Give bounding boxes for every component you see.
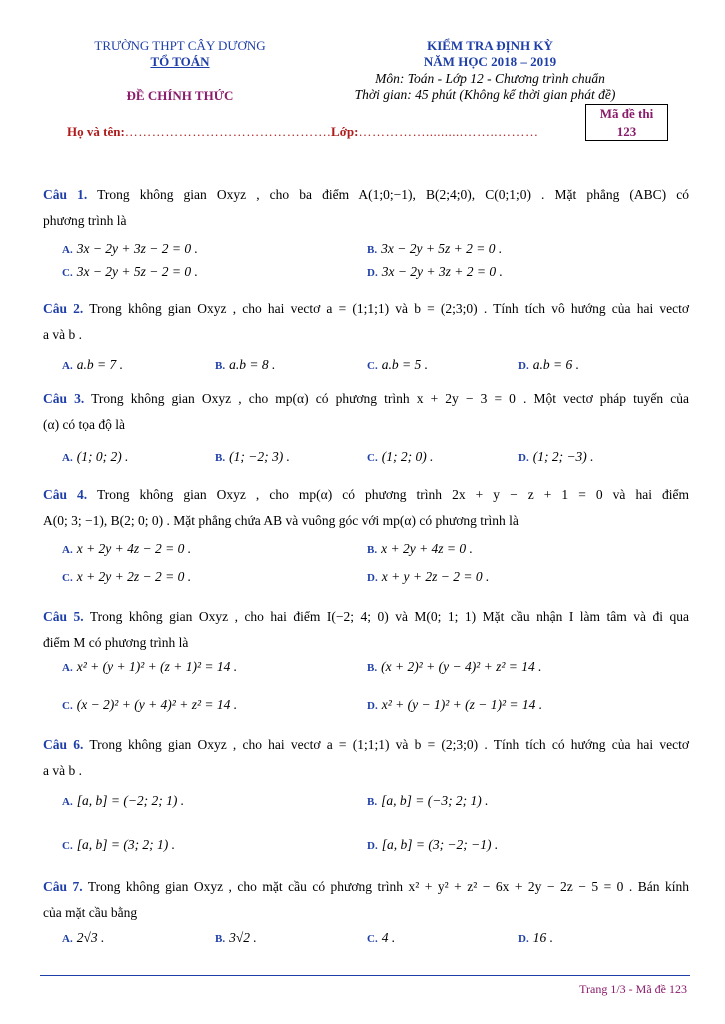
question-5-text: điểm M có phương trình là [43,635,189,650]
question-3-option-d[interactable] [518,449,594,465]
question-5-option-a[interactable] [62,659,237,675]
option-text: (x − 2)² + (y + 4)² + z² = 14 . [76,697,238,712]
question-6-option-b[interactable] [367,793,489,809]
question-4-option-a[interactable] [62,541,191,557]
option-text: x + 2y + 2z − 2 = 0 . [76,569,192,584]
question-1-option-a[interactable] [62,241,198,257]
group-name: TỔ TOÁN [150,54,210,69]
question-6-line-1 [43,732,689,758]
option-label: B. [367,796,378,808]
option-label: B. [215,360,226,372]
option-label: C. [367,452,378,464]
question-1-text: phương trình là [43,213,127,228]
page-footer: Trang 1/3 - Mã đề 123 [579,982,687,996]
option-label: D. [367,267,378,279]
option-label: C. [367,360,378,372]
question-2-option-a[interactable] [62,357,123,373]
name-label: Họ và tên: [67,124,125,139]
option-text: a.b = 5 . [381,357,428,372]
option-text: 3x − 2y + 3z − 2 = 0 . [76,241,198,256]
official-label: ĐỀ CHÍNH THỨC [126,88,234,103]
question-3-option-c[interactable] [367,449,433,465]
option-text: [a, b] = (3; 2; 1) . [76,837,176,852]
option-text: 3x − 2y + 5z + 2 = 0 . [381,241,503,256]
question-4-option-c[interactable] [62,569,191,585]
question-1-option-c[interactable] [62,264,198,280]
school-name: TRƯỜNG THPT CÂY DƯƠNG [94,38,266,53]
option-text: 4 . [381,930,396,945]
question-5-line-1 [43,604,689,630]
option-text: (x + 2)² + (y − 4)² + z² = 14 . [381,659,542,674]
option-text: [a, b] = (−3; 2; 1) . [381,793,489,808]
question-2-text: Trong không gian Oxyz , cho hai vectơ a = (1;1;1) và b = (2;3;0) . Tính tích vô hướng của hai vectơ [89,301,689,316]
question-7-option-b[interactable] [215,930,257,946]
option-label: B. [367,544,378,556]
option-label: B. [215,452,226,464]
question-2-line-2 [43,322,689,348]
student-info-line [67,124,538,140]
question-7-text: của mặt cầu bằng [43,905,138,920]
question-2-line-1 [43,296,689,322]
question-7-line-1 [43,874,689,900]
option-label: A. [62,544,73,556]
question-1-option-b[interactable] [367,241,502,257]
question-6-text: Trong không gian Oxyz , cho hai vectơ a = (1;1;1) và b = (2;3;0) . Tính tích có hướng của hai vectơ [89,737,689,752]
option-label: B. [367,244,378,256]
question-3-text: (α) có tọa độ là [43,417,126,432]
option-text: x + 2y + 4z = 0 . [381,541,473,556]
school-year: NĂM HỌC 2018 – 2019 [423,54,557,69]
option-text: [a, b] = (3; −2; −1) . [381,837,499,852]
option-label: D. [518,933,529,945]
question-7-option-c[interactable] [367,930,395,946]
exam-code-label: Mã đề thi [599,106,654,121]
option-text: a.b = 8 . [229,357,276,372]
option-label: D. [367,840,378,852]
question-3-line-1 [43,386,689,412]
option-label: A. [62,244,73,256]
exam-code-box [585,104,668,141]
question-5-option-c[interactable] [62,697,237,713]
option-text: 3x − 2y + 3z + 2 = 0 . [381,264,503,279]
question-1-line-1 [43,182,689,208]
question-3-text: Trong không gian Oxyz , cho mp(α) có phương trình x + 2y − 3 = 0 . Một vectơ pháp tuyến của [91,391,689,406]
question-2-option-b[interactable] [215,357,275,373]
option-text: 3x − 2y + 5z − 2 = 0 . [76,264,198,279]
question-5-option-b[interactable] [367,659,542,675]
question-2-option-d[interactable] [518,357,579,373]
question-7-option-a[interactable] [62,930,104,946]
question-6-option-a[interactable] [62,793,184,809]
question-5-text: Trong không gian Oxyz , cho hai điểm I(−2; 4; 0) và M(0; 1; 1) Mặt cầu nhận I làm tâm và đi qua [89,609,689,624]
question-4-option-d[interactable] [367,569,489,585]
question-1-option-d[interactable] [367,264,503,280]
exam-code-value: 123 [616,124,637,139]
question-7-option-d[interactable] [518,930,553,946]
question-6-text: a và b . [43,763,82,778]
option-text: (1; 2; 0) . [381,449,434,464]
question-1-label: Câu 1. [43,187,88,202]
option-text: (1; −2; 3) . [229,449,290,464]
option-label: D. [367,700,378,712]
question-3-label: Câu 3. [43,391,85,406]
question-5-option-d[interactable] [367,697,542,713]
question-2-text: a và b . [43,327,82,342]
question-6-option-d[interactable] [367,837,498,853]
question-3-option-b[interactable] [215,449,290,465]
question-4-text: Trong không gian Oxyz , cho mp(α) có phương trình 2x + y − z + 1 = 0 và hai điểm [97,487,689,502]
question-4-label: Câu 4. [43,487,88,502]
question-7-line-2 [43,900,689,926]
question-3-line-2 [43,412,689,438]
option-text: x + y + 2z − 2 = 0 . [381,569,490,584]
exam-title: KIỂM TRA ĐỊNH KỲ [427,38,553,53]
option-label: D. [518,360,529,372]
option-text: a.b = 7 . [76,357,123,372]
question-7-text: Trong không gian Oxyz , cho mặt cầu có phương trình x² + y² + z² − 6x + 2y − 2z − 5 = 0 . Bán kính [87,879,689,894]
option-text: 16 . [532,930,553,945]
question-6-line-2 [43,758,689,784]
option-label: A. [62,360,73,372]
option-label: D. [367,572,378,584]
option-text: [a, b] = (−2; 2; 1) . [76,793,185,808]
option-label: D. [518,452,529,464]
name-field[interactable]: ………………………………………. [124,124,332,139]
question-6-option-c[interactable] [62,837,175,853]
option-label: C. [62,267,73,279]
class-field[interactable]: ……………..........……..……… [358,124,539,139]
option-text: a.b = 6 . [532,357,579,372]
class-label: Lớp: [331,124,359,139]
option-text: x² + (y − 1)² + (z − 1)² = 14 . [381,697,543,712]
option-label: C. [62,572,73,584]
question-4-text: A(0; 3; −1), B(2; 0; 0) . Mặt phẳng chứa AB và vuông góc với mp(α) có phương trình là [43,513,519,528]
option-text: x² + (y + 1)² + (z + 1)² = 14 . [76,659,238,674]
option-label: A. [62,452,73,464]
option-label: A. [62,933,73,945]
question-4-option-b[interactable] [367,541,473,557]
option-text: 2√3 . [76,930,105,945]
option-text: (1; 2; −3) . [532,449,594,464]
question-4-line-2 [43,508,689,534]
option-text: x + 2y + 4z − 2 = 0 . [76,541,192,556]
time-line: Thời gian: 45 phút (Không kể thời gian phát đề) [354,87,616,102]
footer-divider [40,975,690,976]
option-text: (1; 0; 2) . [76,449,129,464]
subject-line: Môn: Toán - Lớp 12 - Chương trình chuẩn [375,71,605,86]
option-label: B. [215,933,226,945]
option-label: C. [62,700,73,712]
question-1-line-2 [43,208,689,234]
question-1-text: Trong không gian Oxyz , cho ba điểm A(1;0;−1), B(2;4;0), C(0;1;0) . Mặt phẳng (ABC) có [97,187,689,202]
question-3-option-a[interactable] [62,449,128,465]
option-text: 3√2 . [229,930,257,945]
option-label: A. [62,796,73,808]
question-2-option-c[interactable] [367,357,428,373]
question-7-label: Câu 7. [43,879,83,894]
question-6-label: Câu 6. [43,737,84,752]
question-2-label: Câu 2. [43,301,84,316]
question-4-line-1 [43,482,689,508]
option-label: C. [62,840,73,852]
option-label: C. [367,933,378,945]
option-label: B. [367,662,378,674]
option-label: A. [62,662,73,674]
question-5-line-2 [43,630,689,656]
question-5-label: Câu 5. [43,609,84,624]
